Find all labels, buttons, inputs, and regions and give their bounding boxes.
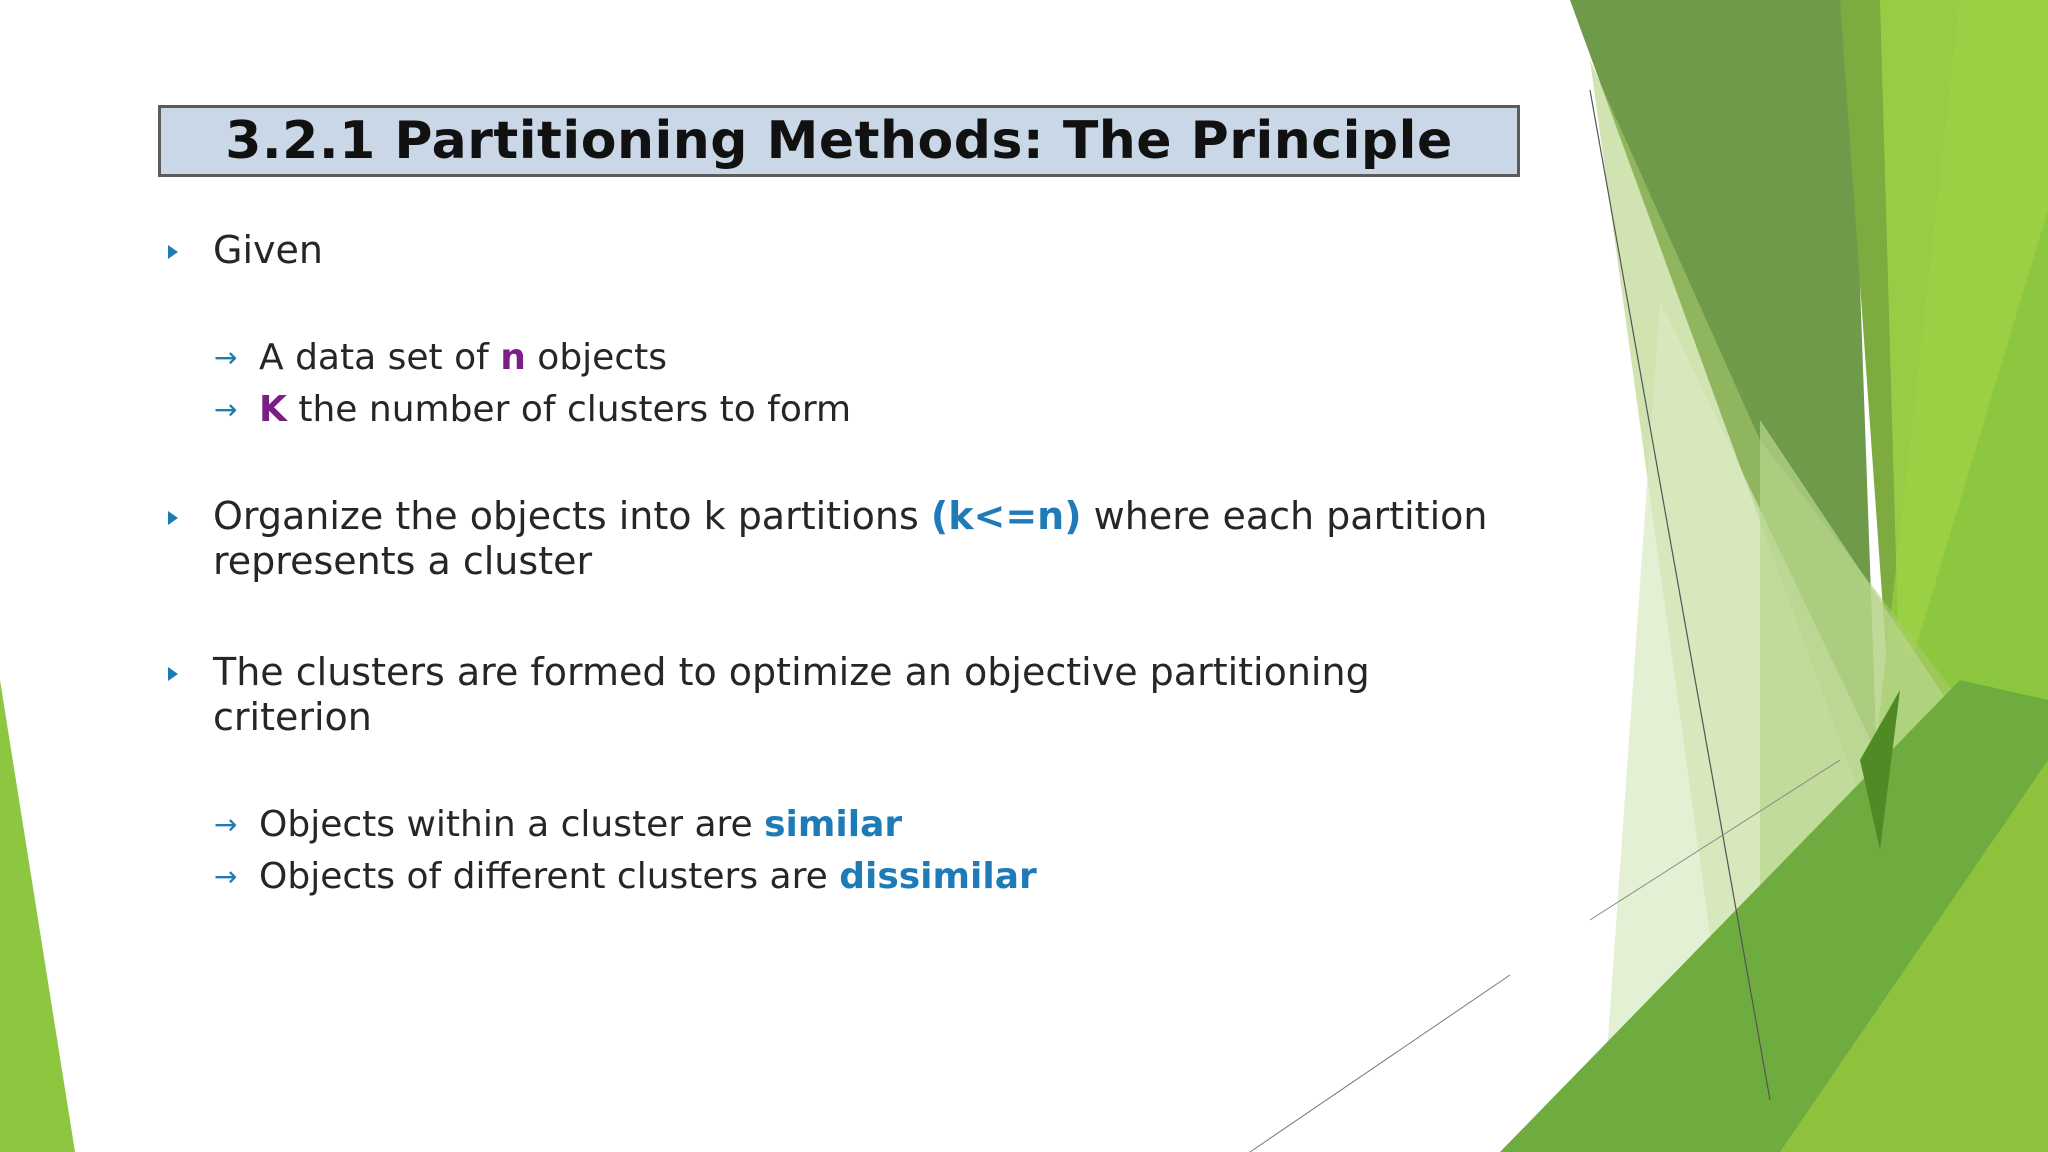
highlight-similar: similar	[764, 804, 903, 845]
arrow-right-icon: →	[214, 808, 238, 841]
bullet-text-line2: criterion	[213, 695, 372, 739]
highlight-dissimilar: dissimilar	[839, 856, 1037, 897]
highlight-n: n	[500, 337, 526, 378]
title-box	[158, 105, 1520, 177]
sub-text-post: objects	[525, 337, 667, 378]
arrow-right-icon: →	[214, 860, 238, 893]
slide-title: 3.2.1 Partitioning Methods: The Principle	[225, 111, 1453, 171]
triangle-right-icon	[168, 511, 178, 525]
sub-text-pre: A data set of	[259, 337, 501, 378]
arrow-right-icon: →	[214, 393, 238, 426]
sub-text-pre: Objects within a cluster are	[259, 804, 765, 845]
bullet-text-pre: Organize the objects into k partitions	[213, 494, 931, 538]
highlight-k: K	[259, 389, 287, 430]
highlight-k-le-n: (k<=n)	[930, 494, 1082, 538]
triangle-right-icon	[168, 667, 178, 681]
sub-text-post: the number of clusters to form	[286, 389, 852, 430]
bullet-text: Given	[213, 228, 323, 272]
bullet-text-line1: The clusters are formed to optimize an objective partitioning	[213, 650, 1370, 694]
bullet-text-line2: represents a cluster	[213, 539, 593, 583]
sub-text-pre: Objects of different clusters are	[259, 856, 840, 897]
bullet-text-post: where each partition	[1081, 494, 1488, 538]
arrow-right-icon: →	[214, 341, 238, 374]
triangle-right-icon	[168, 245, 178, 259]
